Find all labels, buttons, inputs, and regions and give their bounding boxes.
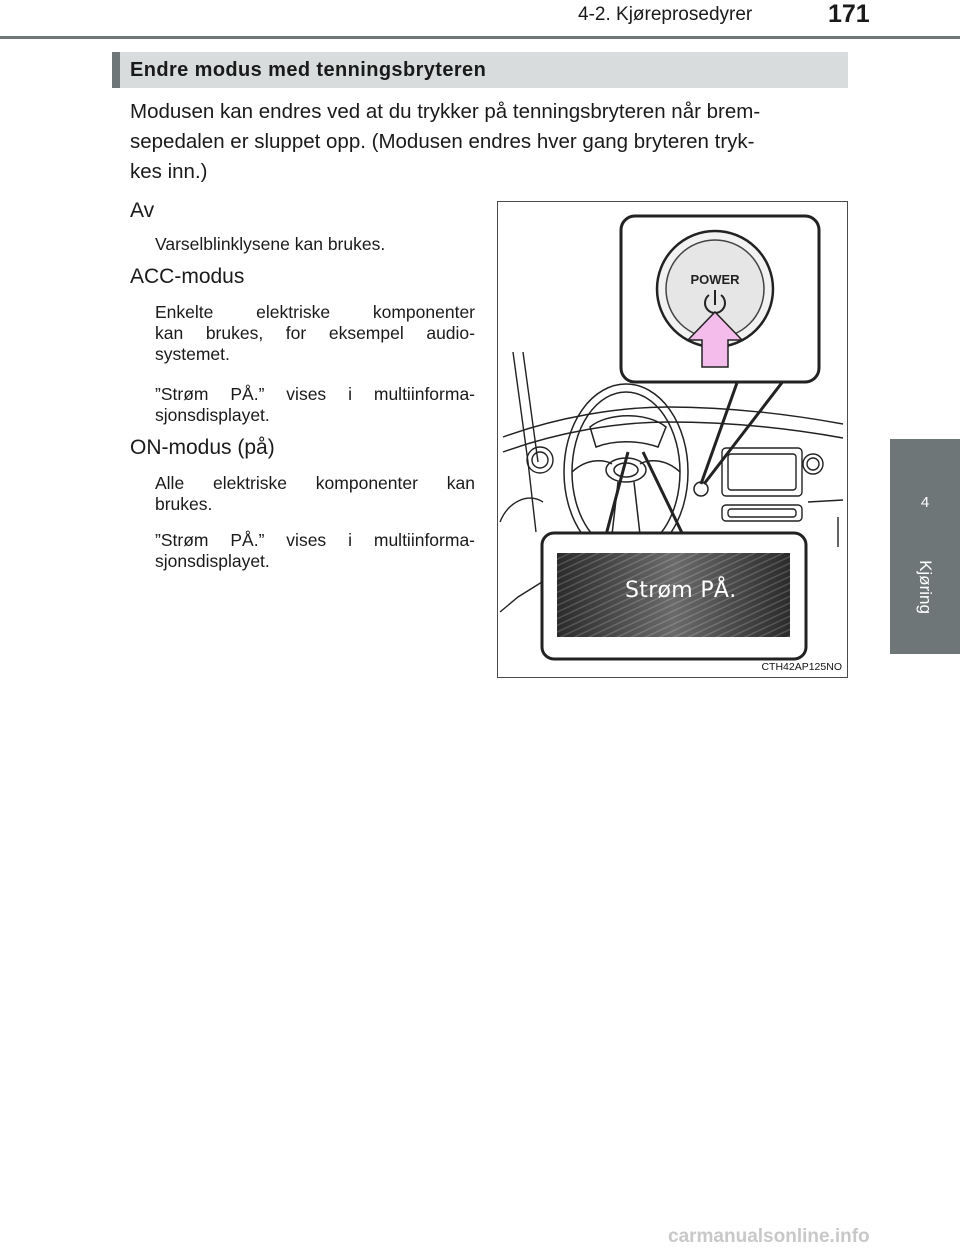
mode-desc-acc-1 bbox=[155, 302, 475, 365]
mode-title-on: ON-modus (på) bbox=[130, 436, 275, 459]
desc-line: ”Strøm PÅ.” vises i multiinforma- bbox=[155, 530, 475, 550]
chapter-label: Kjøring bbox=[916, 560, 935, 614]
section-title: Endre modus med tenningsbryteren bbox=[130, 59, 487, 81]
mode-desc-off bbox=[155, 234, 475, 255]
mode-title-acc: ACC-modus bbox=[130, 265, 245, 288]
page-number: 171 bbox=[828, 0, 870, 28]
chapter-label-wrap bbox=[908, 553, 942, 623]
desc-line: ”Strøm PÅ.” vises i multiinforma- bbox=[155, 384, 475, 404]
desc-line: systemet. bbox=[155, 344, 230, 364]
mode-desc-on-1 bbox=[155, 473, 475, 515]
intro-line: Modusen kan endres ved at du trykker på tenningsbryteren når brem- bbox=[130, 100, 761, 123]
intro-line: kes inn.) bbox=[130, 160, 208, 183]
watermark[interactable]: carmanualsonline.info bbox=[668, 1226, 870, 1247]
mode-desc-acc-2 bbox=[155, 384, 475, 426]
intro-paragraph bbox=[130, 97, 844, 187]
desc-line: Alle elektriske komponenter kan bbox=[155, 473, 475, 493]
figure-code: CTH42AP125NO bbox=[761, 661, 842, 673]
section-heading-bar bbox=[112, 52, 120, 88]
illustration-svg bbox=[498, 202, 847, 677]
desc-line: brukes. bbox=[155, 494, 213, 514]
header-rule bbox=[0, 36, 960, 39]
mode-desc-on-2 bbox=[155, 530, 475, 572]
desc-line: Enkelte elektriske komponenter bbox=[155, 302, 475, 322]
intro-line: sepedalen er sluppet opp. (Modusen endres hver gang bryteren tryk- bbox=[130, 130, 755, 153]
chapter-number: 4 bbox=[920, 494, 930, 511]
desc-line: sjonsdisplayet. bbox=[155, 405, 270, 425]
chapter-tab[interactable] bbox=[890, 439, 960, 654]
mode-title-off: Av bbox=[130, 199, 155, 222]
header-section-title: 4-2. Kjøreprosedyrer bbox=[578, 4, 753, 25]
section-heading bbox=[112, 52, 848, 88]
desc-line: sjonsdisplayet. bbox=[155, 551, 270, 571]
power-label: POWER bbox=[690, 272, 740, 287]
dash-power-button bbox=[694, 482, 708, 496]
desc-line: Varselblinklysene kan brukes. bbox=[155, 234, 386, 254]
desc-line: kan brukes, for eksempel audio- bbox=[155, 323, 475, 343]
display-message: Strøm PÅ. bbox=[625, 578, 737, 603]
power-switch-illustration bbox=[497, 201, 848, 678]
